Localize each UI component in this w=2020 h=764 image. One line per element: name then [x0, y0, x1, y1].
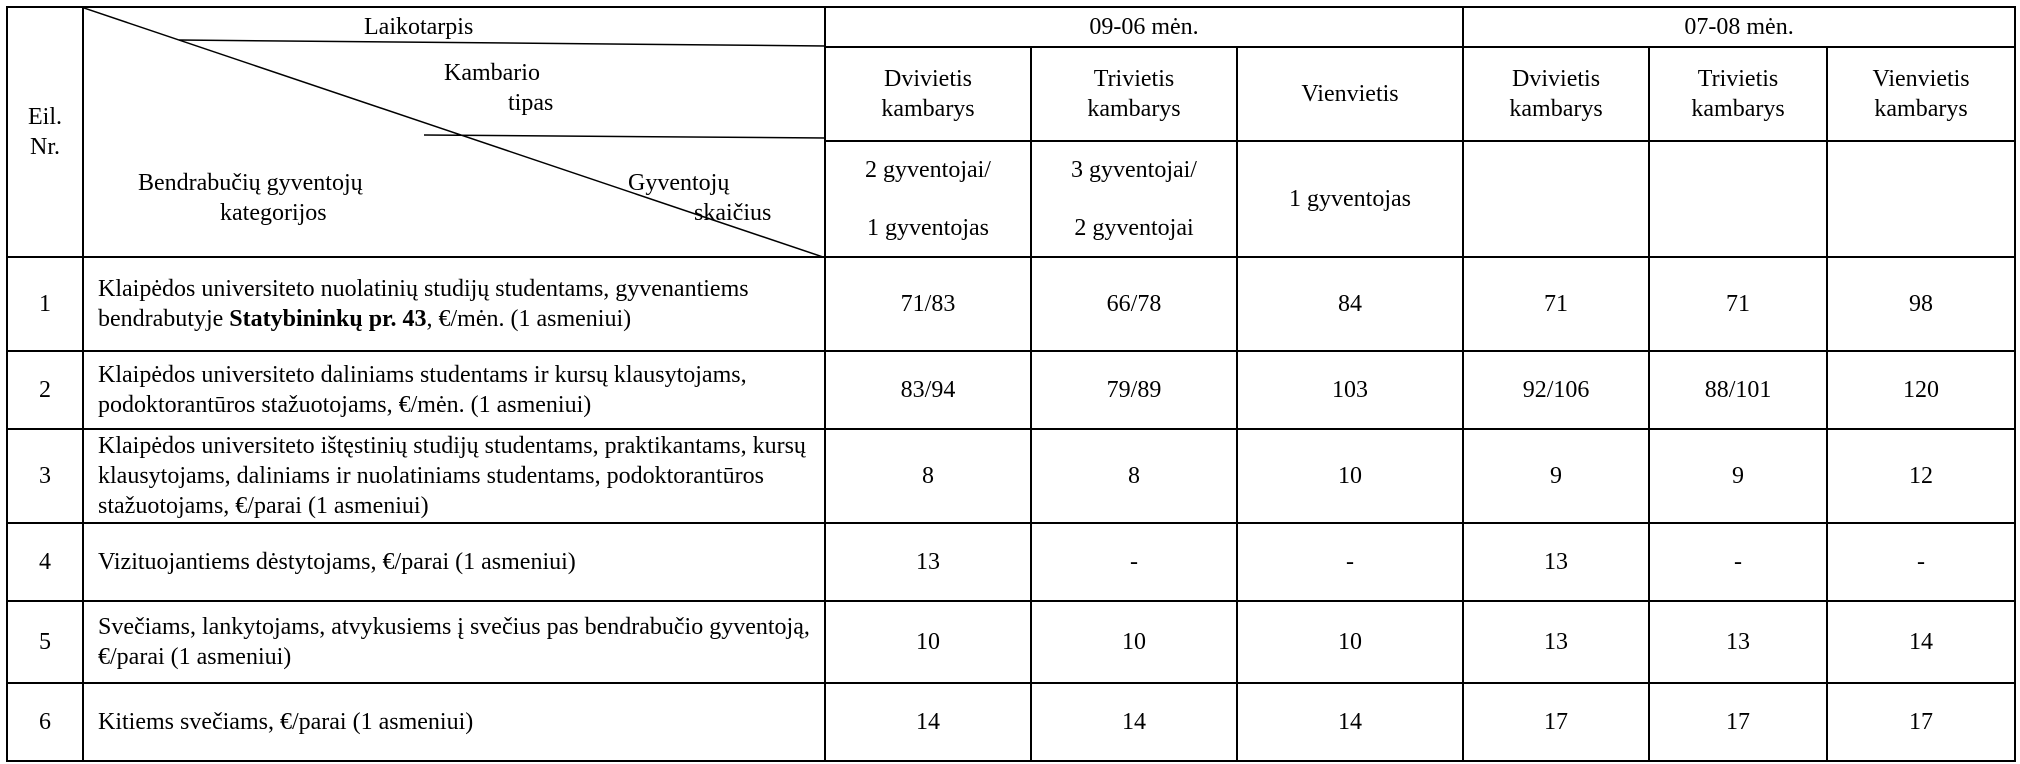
table-row	[7, 351, 2015, 429]
room-type-cell-line: Dvivietis	[884, 66, 972, 92]
price-cell: 9	[1649, 429, 1827, 523]
row-number: 5	[7, 601, 83, 683]
gyventoju-label: Gyventojų	[628, 170, 730, 196]
table-row	[7, 601, 2015, 683]
category-description	[83, 683, 825, 761]
kategorijos-label-line2: kategorijos	[220, 200, 327, 226]
price-cell: -	[1827, 523, 2015, 601]
price-cell: 14	[1827, 601, 2015, 683]
table-row	[7, 683, 2015, 761]
residents-cell-line: 1 gyventojas	[1289, 186, 1411, 212]
price-cell: 17	[1649, 683, 1827, 761]
price-cell: 13	[1463, 523, 1649, 601]
description-text: Klaipėdos universiteto ištęstinių studijų studentams, praktikantams, kursų klausytojams, daliniams ir nuolatiniams studentams, podoktorantūros stažuotojams, €/parai (1 asmeniui)	[98, 433, 806, 519]
price-cell: 71	[1649, 257, 1827, 351]
residents-cell	[1649, 141, 1827, 257]
price-cell: 14	[825, 683, 1031, 761]
price-cell: 9	[1463, 429, 1649, 523]
eil-nr-line: Eil.	[28, 104, 62, 130]
room-type-cell-line: kambarys	[1087, 96, 1181, 122]
category-description	[83, 351, 825, 429]
price-cell: 83/94	[825, 351, 1031, 429]
price-cell: 8	[1031, 429, 1237, 523]
room-type-cell-line: Trivietis	[1093, 66, 1175, 92]
description-text: Statybininkų pr. 43	[229, 306, 427, 332]
category-description	[83, 429, 825, 523]
description-text: Vizituojantiems dėstytojams, €/parai (1 asmeniui)	[98, 549, 576, 575]
price-cell: 92/106	[1463, 351, 1649, 429]
room-type-cell	[1827, 47, 2015, 141]
residents-cell	[1827, 141, 2015, 257]
price-cell: 98	[1827, 257, 2015, 351]
eil-nr-header	[7, 7, 83, 257]
residents-cell-line: 1 gyventojas	[867, 215, 989, 241]
price-cell: -	[1237, 523, 1463, 601]
room-type-cell-line: kambarys	[1509, 96, 1603, 122]
price-cell: 13	[825, 523, 1031, 601]
room-type-cell-line: kambarys	[1691, 96, 1785, 122]
row-number: 1	[7, 257, 83, 351]
room-type-cell	[1649, 47, 1827, 141]
skaicius-label: skaičius	[694, 200, 772, 226]
price-cell: 14	[1031, 683, 1237, 761]
residents-cell	[1237, 141, 1463, 257]
room-type-cell-line: kambarys	[1874, 96, 1968, 122]
price-cell: 13	[1463, 601, 1649, 683]
price-table	[6, 6, 2016, 762]
tipas-label: tipas	[508, 90, 554, 116]
price-cell: 120	[1827, 351, 2015, 429]
price-cell: 88/101	[1649, 351, 1827, 429]
price-cell: 14	[1237, 683, 1463, 761]
price-cell: 17	[1827, 683, 2015, 761]
residents-cell	[825, 141, 1031, 257]
price-cell: 8	[825, 429, 1031, 523]
room-type-cell	[1237, 47, 1463, 141]
corner-header	[83, 7, 825, 257]
price-cell: 10	[1237, 601, 1463, 683]
price-cell: 103	[1237, 351, 1463, 429]
description-text: Klaipėdos universiteto daliniams studentams ir kursų klausytojams, podoktorantūros stažuotojams, €/mėn. (1 asmeniui)	[98, 362, 747, 418]
table-row	[7, 523, 2015, 601]
category-description	[83, 601, 825, 683]
description-text: Kitiems svečiams, €/parai (1 asmeniui)	[98, 709, 474, 735]
price-cell: 13	[1649, 601, 1827, 683]
eil-nr-line: Nr.	[30, 134, 60, 160]
price-cell: 79/89	[1031, 351, 1237, 429]
row-number: 2	[7, 351, 83, 429]
room-type-cell	[1031, 47, 1237, 141]
price-cell: -	[1031, 523, 1237, 601]
period-header: 07-08 mėn.	[1463, 7, 2015, 47]
row-number: 3	[7, 429, 83, 523]
room-type-cell-line: Vienvietis	[1301, 81, 1399, 107]
price-cell: 12	[1827, 429, 2015, 523]
category-description	[83, 523, 825, 601]
room-type-cell-line: Dvivietis	[1512, 66, 1601, 92]
price-cell: 84	[1237, 257, 1463, 351]
kategorijos-label-line1: Bendrabučių gyventojų	[138, 170, 363, 196]
price-cell: 10	[825, 601, 1031, 683]
description-text: Svečiams, lankytojams, atvykusiems į svečius pas bendrabučio gyventoją, €/parai (1 asmeniui)	[98, 614, 810, 670]
description-text: , €/mėn. (1 asmeniui)	[426, 306, 632, 332]
price-cell: 71/83	[825, 257, 1031, 351]
room-type-cell-line: kambarys	[881, 96, 975, 122]
row-number: 6	[7, 683, 83, 761]
kambario-label: Kambario	[444, 60, 540, 86]
residents-cell-line: 2 gyventojai	[1074, 215, 1194, 241]
residents-cell	[1031, 141, 1237, 257]
residents-cell-line: 2 gyventojai/	[865, 157, 991, 183]
table-row	[7, 257, 2015, 351]
table-row	[7, 429, 2015, 523]
category-description	[83, 257, 825, 351]
laikotarpis-label: Laikotarpis	[364, 14, 474, 40]
period-header: 09-06 mėn.	[825, 7, 1463, 47]
price-cell: 17	[1463, 683, 1649, 761]
price-cell: 10	[1031, 601, 1237, 683]
room-type-cell	[1463, 47, 1649, 141]
price-cell: 66/78	[1031, 257, 1237, 351]
residents-cell	[1463, 141, 1649, 257]
room-type-cell-line: Vienvietis	[1872, 66, 1970, 92]
description-text: Klaipėdos universiteto nuolatinių studijų studentams, gyvenantiems bendrabutyje	[98, 276, 749, 332]
price-cell: 71	[1463, 257, 1649, 351]
residents-cell-line: 3 gyventojai/	[1071, 157, 1197, 183]
room-type-cell	[825, 47, 1031, 141]
price-cell: -	[1649, 523, 1827, 601]
row-number: 4	[7, 523, 83, 601]
price-cell: 10	[1237, 429, 1463, 523]
room-type-cell-line: Trivietis	[1697, 66, 1779, 92]
